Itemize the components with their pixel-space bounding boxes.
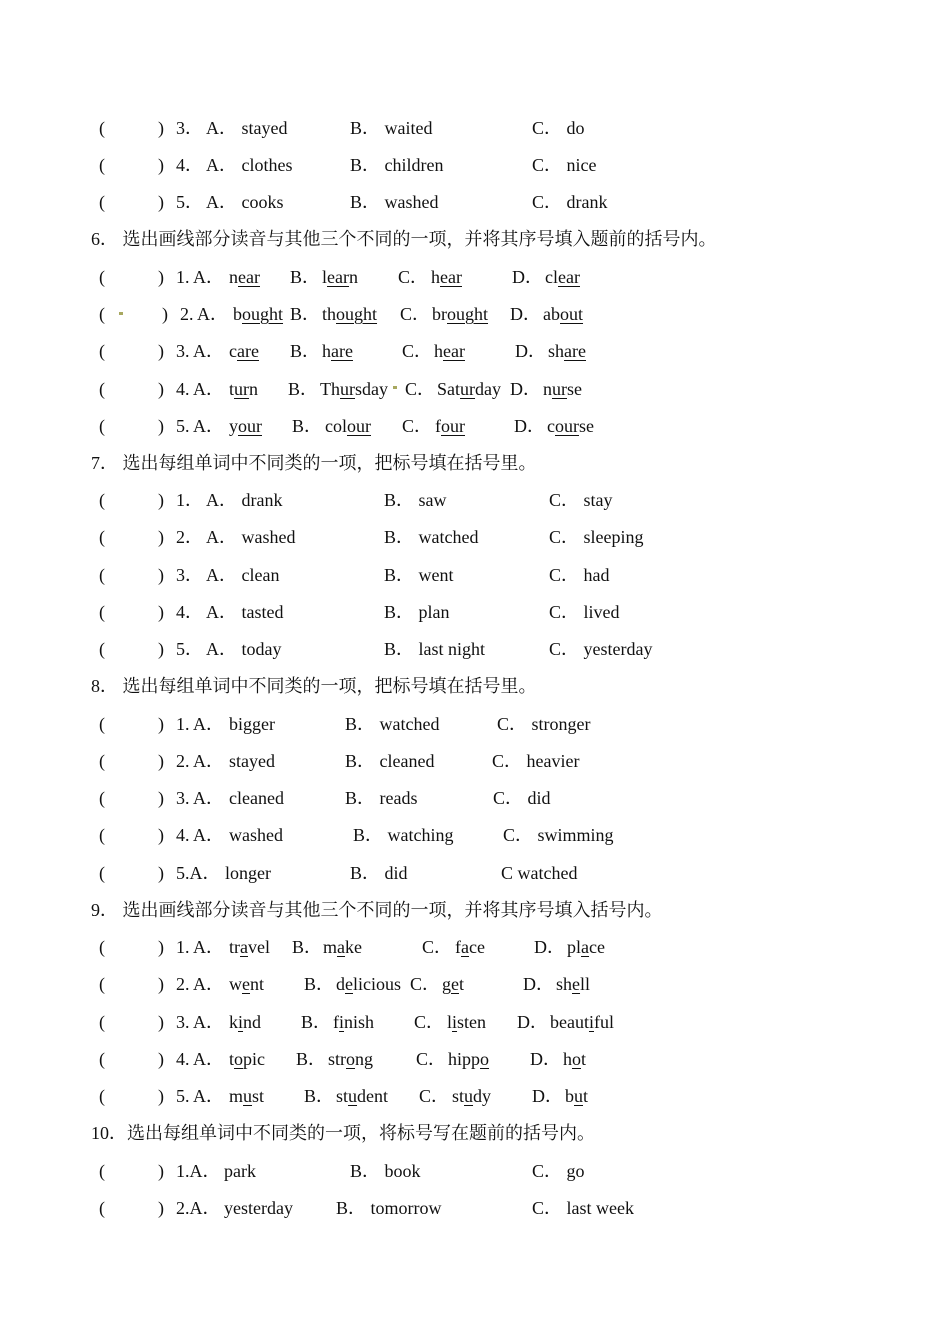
question-row: [0, 374, 950, 404]
section-heading: [0, 224, 950, 254]
answer-blank-close: ): [158, 379, 164, 399]
option-b-label: B．: [288, 379, 319, 399]
option-a: cleaned: [229, 788, 284, 808]
answer-blank-close: ): [158, 155, 164, 175]
option-b: B． children: [350, 155, 444, 175]
option-a: near: [229, 267, 260, 287]
option-d-label: D．: [514, 416, 545, 436]
option-b: hare: [322, 341, 353, 361]
question-row: [0, 634, 950, 664]
option-d: shell: [556, 974, 591, 994]
option-c: C． nice: [532, 155, 597, 175]
question-number: 1.A．: [176, 1161, 221, 1181]
answer-blank-open[interactable]: (: [99, 1161, 105, 1181]
answer-blank-open[interactable]: (: [99, 490, 105, 510]
answer-blank-open[interactable]: (: [99, 1086, 105, 1106]
question-number: 5. A．: [176, 1086, 225, 1106]
option-c: Saturday: [437, 379, 502, 399]
option-b: B． watching: [353, 825, 454, 845]
question-row: [0, 560, 950, 590]
question-number: 5．: [176, 192, 203, 212]
option-d: nurse: [543, 379, 582, 399]
answer-blank-close: ): [162, 304, 168, 324]
section-8-heading: 8． 选出每组单词中不同类的一项，把标号填在括号里。: [91, 676, 537, 696]
section-6-heading: 6． 选出画线部分读音与其他三个不同的一项，并将其序号填入题前的括号内。: [91, 229, 717, 249]
question-number: 1. A．: [176, 714, 225, 734]
answer-blank-open[interactable]: (: [99, 639, 105, 659]
question-row: [0, 1156, 950, 1186]
option-b-label: B．: [290, 341, 321, 361]
option-d: but: [565, 1086, 589, 1106]
option-c: C． swimming: [503, 825, 614, 845]
answer-blank-open[interactable]: (: [99, 714, 105, 734]
answer-blank-close: ): [158, 602, 164, 622]
option-a: A． drank: [206, 490, 283, 510]
option-c-label: C．: [410, 974, 441, 994]
option-b: B． watched: [384, 527, 479, 547]
option-a: kind: [229, 1012, 262, 1032]
answer-blank-open[interactable]: (: [99, 192, 105, 212]
section-10-heading: 10．选出每组单词中不同类的一项，将标号写在题前的括号内。: [91, 1123, 595, 1143]
answer-blank-close: ): [158, 825, 164, 845]
answer-blank-close: ): [158, 937, 164, 957]
option-b: learn: [322, 267, 358, 287]
option-a: topic: [229, 1049, 266, 1069]
option-a: longer: [225, 863, 271, 883]
option-b-label: B．: [292, 416, 323, 436]
answer-blank-close: ): [158, 788, 164, 808]
option-c: get: [442, 974, 465, 994]
option-a: A． tasted: [206, 602, 284, 622]
option-d-label: D．: [534, 937, 565, 957]
option-a: A． today: [206, 639, 282, 659]
option-d-label: D．: [512, 267, 543, 287]
answer-blank-close: ): [158, 1086, 164, 1106]
answer-blank-close: ): [158, 714, 164, 734]
option-d: beautiful: [550, 1012, 614, 1032]
option-c-label: C．: [419, 1086, 450, 1106]
answer-blank-close: ): [158, 974, 164, 994]
question-number: 3．: [176, 118, 203, 138]
answer-blank-open[interactable]: (: [99, 416, 105, 436]
answer-blank-close: ): [158, 192, 164, 212]
answer-blank-open[interactable]: (: [99, 1049, 105, 1069]
option-c: hear: [431, 267, 462, 287]
question-number: 1．: [176, 490, 203, 510]
section-heading: [0, 671, 950, 701]
question-row: [0, 1081, 950, 1111]
question-row: [0, 932, 950, 962]
question-row: [0, 113, 950, 143]
option-d-label: D．: [523, 974, 554, 994]
option-c: C． did: [493, 788, 551, 808]
answer-blank-close: ): [158, 1161, 164, 1181]
question-row: [0, 299, 950, 329]
option-d: place: [567, 937, 605, 957]
section-heading: [0, 1118, 950, 1148]
option-b: B． plan: [384, 602, 450, 622]
question-number: 1. A．: [176, 937, 225, 957]
answer-blank-close: ): [158, 527, 164, 547]
question-number: 3. A．: [176, 788, 225, 808]
answer-blank-open[interactable]: (: [99, 118, 105, 138]
answer-blank-open[interactable]: (: [99, 304, 105, 324]
question-row: [0, 709, 950, 739]
answer-blank-close: ): [158, 267, 164, 287]
question-row: [0, 262, 950, 292]
question-number: 4．: [176, 602, 203, 622]
option-a: A． washed: [206, 527, 296, 547]
question-number: 4. A．: [176, 1049, 225, 1069]
answer-blank-open[interactable]: (: [99, 602, 105, 622]
question-row: [0, 969, 950, 999]
option-b: student: [336, 1086, 389, 1106]
option-c: C． heavier: [492, 751, 580, 771]
answer-blank-close: ): [158, 639, 164, 659]
option-a: turn: [229, 379, 259, 399]
option-a: stayed: [229, 751, 275, 771]
question-number: 4．: [176, 155, 203, 175]
answer-blank-open[interactable]: (: [99, 267, 105, 287]
question-row: [0, 1044, 950, 1074]
question-row: [0, 858, 950, 888]
option-d: hot: [563, 1049, 587, 1069]
option-b: finish: [333, 1012, 375, 1032]
answer-blank-open[interactable]: (: [99, 937, 105, 957]
option-a: bigger: [229, 714, 275, 734]
question-row: [0, 1007, 950, 1037]
option-d-label: D．: [517, 1012, 548, 1032]
stray-mark: [393, 386, 397, 389]
option-b: B． last night: [384, 639, 486, 659]
answer-blank-open[interactable]: (: [99, 974, 105, 994]
stray-mark: [119, 312, 123, 315]
option-b: B． saw: [384, 490, 447, 510]
option-c: brought: [432, 304, 489, 324]
option-b: B． went: [384, 565, 454, 585]
option-c: study: [452, 1086, 492, 1106]
answer-blank-close: ): [158, 565, 164, 585]
option-b: B． book: [350, 1161, 421, 1181]
question-number: 1. A．: [176, 267, 225, 287]
option-b: B． cleaned: [345, 751, 435, 771]
question-row: [0, 746, 950, 776]
option-b: strong: [328, 1049, 373, 1069]
option-c-label: C．: [414, 1012, 445, 1032]
option-b-label: B．: [301, 1012, 332, 1032]
option-d-label: D．: [510, 379, 541, 399]
option-b: B． reads: [345, 788, 418, 808]
option-d-label: D．: [532, 1086, 563, 1106]
option-c: hear: [434, 341, 465, 361]
option-b-label: B．: [292, 937, 323, 957]
answer-blank-open[interactable]: (: [99, 341, 105, 361]
option-b: colour: [325, 416, 371, 436]
option-c: C． go: [532, 1161, 585, 1181]
question-number: 2. A．: [176, 751, 225, 771]
section-7-heading: 7． 选出每组单词中不同类的一项，把标号填在括号里。: [91, 453, 537, 473]
option-b: B． tomorrow: [336, 1198, 442, 1218]
option-c: C． drank: [532, 192, 608, 212]
option-c: C． sleeping: [549, 527, 644, 547]
option-b: B． did: [350, 863, 408, 883]
question-row: [0, 1193, 950, 1223]
answer-blank-open[interactable]: (: [99, 155, 105, 175]
question-number: 3．: [176, 565, 203, 585]
option-c: C． had: [549, 565, 610, 585]
question-row: [0, 783, 950, 813]
answer-blank-open[interactable]: (: [99, 379, 105, 399]
option-b: delicious: [336, 974, 401, 994]
option-c: face: [455, 937, 485, 957]
answer-blank-close: ): [158, 490, 164, 510]
option-b-label: B．: [290, 304, 321, 324]
answer-blank-open[interactable]: (: [99, 1198, 105, 1218]
answer-blank-close: ): [158, 118, 164, 138]
option-c: four: [435, 416, 465, 436]
option-b: B． watched: [345, 714, 440, 734]
option-b-label: B．: [290, 267, 321, 287]
option-b-label: B．: [304, 974, 335, 994]
option-c-label: C．: [402, 341, 433, 361]
option-c: C． lived: [549, 602, 620, 622]
section-heading: [0, 895, 950, 925]
option-a: your: [229, 416, 262, 436]
answer-blank-close: ): [158, 1012, 164, 1032]
question-row: [0, 187, 950, 217]
option-c-label: C．: [398, 267, 429, 287]
section-9-heading: 9． 选出画线部分读音与其他三个不同的一项，并将其序号填入括号内。: [91, 900, 663, 920]
option-b: Thursday: [320, 379, 388, 399]
option-a: yesterday: [224, 1198, 293, 1218]
option-a: A． clothes: [206, 155, 293, 175]
option-d-label: D．: [530, 1049, 561, 1069]
option-c: C． stay: [549, 490, 613, 510]
question-row: [0, 150, 950, 180]
option-c-label: C．: [422, 937, 453, 957]
option-c-label: C．: [416, 1049, 447, 1069]
option-a: A． stayed: [206, 118, 288, 138]
option-b: B． washed: [350, 192, 439, 212]
option-c: C． do: [532, 118, 585, 138]
answer-blank-close: ): [158, 863, 164, 883]
option-b-label: B．: [296, 1049, 327, 1069]
option-d-label: D．: [510, 304, 541, 324]
option-d: clear: [545, 267, 580, 287]
question-row: [0, 522, 950, 552]
option-c: C． stronger: [497, 714, 591, 734]
question-number: 2. A．: [176, 974, 225, 994]
answer-blank-close: ): [158, 341, 164, 361]
option-a: park: [224, 1161, 256, 1181]
option-a: care: [229, 341, 259, 361]
question-number: 5.A．: [176, 863, 221, 883]
option-b: B． waited: [350, 118, 433, 138]
option-b: make: [323, 937, 363, 957]
question-number: 5．: [176, 639, 203, 659]
question-number: 4. A．: [176, 825, 225, 845]
section-heading: [0, 448, 950, 478]
answer-blank-open[interactable]: (: [99, 788, 105, 808]
option-d: about: [543, 304, 584, 324]
option-d-label: D．: [515, 341, 546, 361]
option-a: A． clean: [206, 565, 280, 585]
answer-blank-close: ): [158, 751, 164, 771]
question-row: [0, 820, 950, 850]
option-a: A． cooks: [206, 192, 284, 212]
option-c: C watched: [501, 863, 578, 883]
answer-blank-close: ): [158, 1198, 164, 1218]
option-a: went: [229, 974, 265, 994]
option-d: course: [547, 416, 594, 436]
option-c-label: C．: [405, 379, 436, 399]
question-row: [0, 485, 950, 515]
question-row: [0, 597, 950, 627]
question-row: [0, 336, 950, 366]
answer-blank-close: ): [158, 416, 164, 436]
answer-blank-open[interactable]: (: [99, 1012, 105, 1032]
question-number: 4. A．: [176, 379, 225, 399]
answer-blank-open[interactable]: (: [99, 527, 105, 547]
option-a: travel: [229, 937, 270, 957]
option-a: bought: [233, 304, 284, 324]
answer-blank-open[interactable]: (: [99, 825, 105, 845]
option-c: listen: [447, 1012, 487, 1032]
option-b-label: B．: [304, 1086, 335, 1106]
answer-blank-close: ): [158, 1049, 164, 1069]
option-a: washed: [229, 825, 283, 845]
question-number: 2．: [176, 527, 203, 547]
option-b: thought: [322, 304, 378, 324]
question-number: 2. A．: [180, 304, 229, 324]
option-a: must: [229, 1086, 265, 1106]
question-number: 2.A．: [176, 1198, 221, 1218]
option-c-label: C．: [400, 304, 431, 324]
answer-blank-open[interactable]: (: [99, 863, 105, 883]
answer-blank-open[interactable]: (: [99, 565, 105, 585]
option-d: share: [548, 341, 586, 361]
question-number: 3. A．: [176, 341, 225, 361]
option-c: hippo: [448, 1049, 490, 1069]
option-c: C． last week: [532, 1198, 634, 1218]
option-c: C． yesterday: [549, 639, 653, 659]
question-number: 3. A．: [176, 1012, 225, 1032]
option-c-label: C．: [402, 416, 433, 436]
question-number: 5. A．: [176, 416, 225, 436]
answer-blank-open[interactable]: (: [99, 751, 105, 771]
question-row: [0, 411, 950, 441]
